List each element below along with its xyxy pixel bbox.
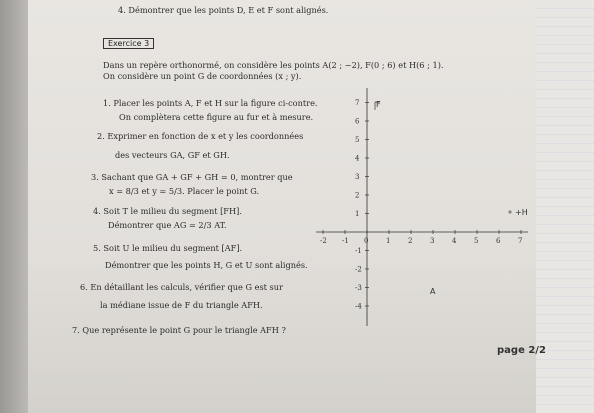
question-5: 5. Soit U le milieu du segment [AF].	[93, 243, 243, 253]
question-3: 3. Sachant que GA + GF + GH = 0, montrer que	[91, 172, 293, 182]
x-tick-label: 3	[430, 237, 435, 245]
x-tick-label: 2	[408, 237, 413, 245]
question-2: 2. Exprimer en fonction de x et y les coordonnées	[97, 131, 304, 141]
x-tick-label: 0	[364, 237, 369, 245]
intro-line-1: Dans un repère orthonormé, on considère les points A(2 ; −2), F(0 ; 6) et H(6 ; 1).	[103, 60, 444, 70]
question-6: 6. En détaillant les calculs, vérifier que G est sur	[80, 282, 283, 292]
question-5-cont: Démontrer que les points H, G et U sont alignés.	[105, 260, 308, 270]
page-number: page 2/2	[497, 345, 546, 356]
question-1: 1. Placer les points A, F et H sur la figure ci-contre.	[103, 98, 318, 108]
x-tick-label: 7	[518, 237, 523, 245]
question-1-cont: On complètera cette figure au fur et à mesure.	[119, 112, 314, 122]
hand-label-f: F	[376, 100, 381, 109]
y-tick-label: -4	[355, 302, 362, 311]
exercise-title: Exercice 3	[103, 38, 154, 49]
x-tick-label: 5	[474, 237, 479, 245]
x-tick-label: 6	[496, 237, 501, 245]
y-tick-label: 7	[355, 99, 360, 107]
y-tick-label: 2	[355, 191, 360, 200]
intro-line-2: On considère un point G de coordonnées (x ; y).	[103, 71, 302, 81]
y-tick-label: 6	[355, 117, 360, 126]
x-tick-label: 1	[386, 237, 391, 245]
question-6-cont: la médiane issue de F du triangle AFH.	[100, 300, 263, 310]
y-tick-label: 4	[355, 154, 360, 163]
x-tick-label: 4	[452, 237, 457, 245]
y-tick-label: 5	[355, 136, 360, 144]
y-tick-label: -2	[355, 265, 362, 274]
y-tick-label: -3	[355, 284, 362, 292]
y-tick-label: -1	[355, 247, 362, 255]
question-2-cont: des vecteurs GA, GF et GH.	[115, 150, 230, 160]
y-tick-label: 1	[355, 210, 360, 218]
x-tick-label: -2	[320, 237, 327, 245]
question-4: 4. Soit T le milieu du segment [FH].	[93, 206, 242, 216]
question-4-previous: 4. Démontrer que les points D, E et F sont alignés.	[118, 5, 329, 15]
x-tick-label: -1	[342, 237, 349, 245]
hand-label-h: +H	[515, 208, 528, 217]
hand-label-a: A	[430, 287, 436, 296]
question-4-cont: Démontrer que AG = 2/3 AT.	[108, 220, 227, 230]
y-tick-label: 3	[355, 173, 360, 181]
question-7: 7. Que représente le point G pour le triangle AFH ?	[72, 325, 286, 335]
question-3-cont: x = 8/3 et y = 5/3. Placer le point G.	[109, 186, 260, 196]
